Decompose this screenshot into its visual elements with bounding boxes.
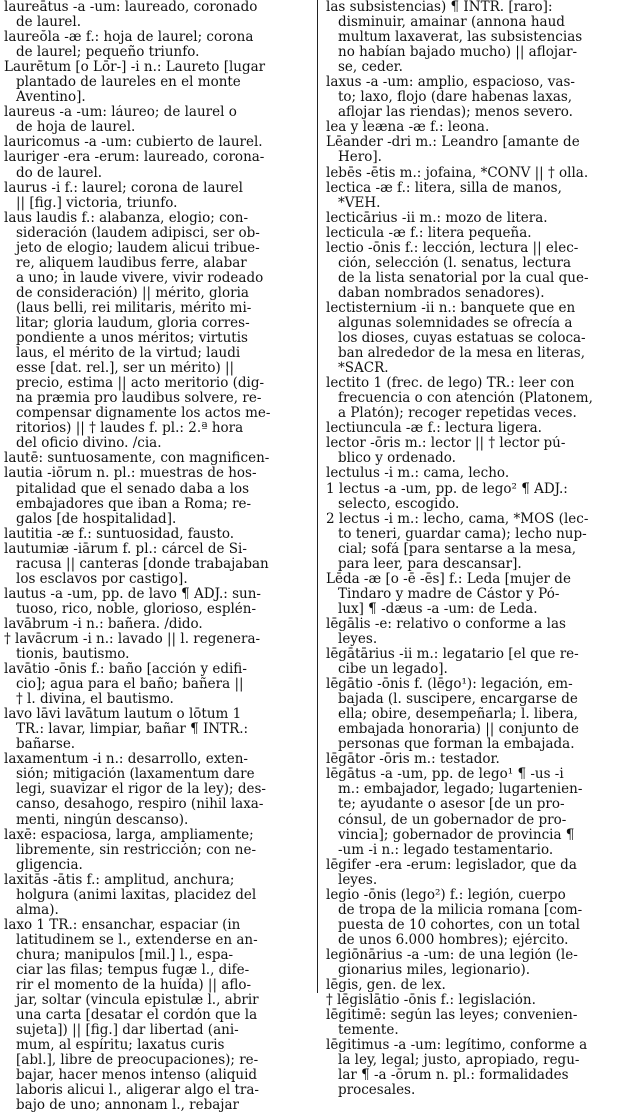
entry-headline: lēgātārius -ii m.: legatario [el que re- bbox=[326, 647, 579, 663]
entry-line: se, ceder. bbox=[338, 60, 403, 76]
entry-line: re, aliquem laudibus ferre, alabar bbox=[16, 255, 247, 271]
entry-line: (laus belli, rei militaris, mérito mi- bbox=[16, 300, 252, 316]
entry-line: rir el momento de la huída) || aflo- bbox=[16, 978, 252, 994]
entry-headline: lēgitimus -a -um: legítimo, conforme a bbox=[326, 1038, 588, 1054]
entry-line: leyes. bbox=[338, 872, 378, 888]
entry-headline: legiōnārius -a -um: de una legión (le- bbox=[326, 947, 578, 963]
dictionary-entry bbox=[4, 587, 312, 617]
entry-line: canso, desahogo, respiro (nihil laxa- bbox=[16, 797, 264, 813]
dictionary-entry bbox=[326, 752, 634, 767]
dictionary-entry bbox=[4, 542, 312, 587]
dictionary-entry bbox=[326, 376, 634, 421]
entry-headline: lauriger -era -erum: laureado, corona- bbox=[4, 150, 265, 166]
entry-line: chura; manipulos [mil.] l., espa- bbox=[16, 947, 234, 963]
entry-line: laus, el mérito de la virtud; laudi bbox=[16, 346, 241, 362]
dictionary-entry bbox=[326, 512, 634, 572]
entry-line: bajar, hacer menos intenso (aliquid bbox=[16, 1068, 258, 1084]
entry-line: blico y ordenado. bbox=[338, 451, 456, 467]
entry-line: Hero]. bbox=[338, 150, 382, 166]
entry-line: cónsul, de un gobernador de pro- bbox=[338, 812, 567, 828]
entry-line: bajo de uno; annonam l., rebajar bbox=[16, 1098, 239, 1113]
entry-line: na præmia pro laudibus solvere, re- bbox=[16, 391, 262, 407]
entry-line: ción, selección (l. senatus, lectura bbox=[338, 255, 572, 271]
entry-headline: laureātus -a -um: laureado, coronado bbox=[4, 0, 258, 15]
entry-headline: lectulus -i m.: cama, lecho. bbox=[326, 466, 510, 482]
dictionary-entry bbox=[326, 0, 634, 75]
dictionary-entry bbox=[326, 436, 634, 466]
entry-line: cio]; agua para el baño; bañera || bbox=[16, 677, 244, 693]
entry-headline: lavo lāvi lavātum lautum o lōtum 1 bbox=[4, 707, 242, 723]
entry-line: jar, soltar (vincula epistulæ l., abrir bbox=[16, 993, 259, 1009]
entry-headline: lectio -ōnis f.: lección, lectura || elec- bbox=[326, 240, 579, 256]
entry-headline: lēgis, gen. de lex. bbox=[326, 978, 446, 994]
entry-line: litar; gloria laudum, gloria corres- bbox=[16, 315, 250, 331]
dictionary-entry bbox=[326, 978, 634, 993]
entry-line: libremente, sin restricción; con ne- bbox=[16, 842, 257, 858]
entry-line: los esclavos por castigo]. bbox=[16, 571, 188, 587]
dictionary-entry bbox=[4, 617, 312, 632]
entry-headline: lecticārius -ii m.: mozo de litera. bbox=[326, 210, 548, 226]
dictionary-entry bbox=[326, 421, 634, 436]
dictionary-entry bbox=[4, 662, 312, 707]
entry-line: to; laxo, flojo (dare habenas laxas, bbox=[338, 90, 573, 106]
entry-line: vincia]; gobernador de provincia ¶ bbox=[338, 827, 575, 843]
entry-line: a uno; in laude vivere, vivir rodeado bbox=[16, 270, 264, 286]
entry-line: embajadores que iban a Roma; re- bbox=[16, 496, 252, 512]
entry-line: *SACR. bbox=[338, 361, 389, 377]
entry-headline: lectisternium -ii n.: banquete que en bbox=[326, 300, 576, 316]
entry-line: no habían bajado mucho) || aflojar- bbox=[338, 45, 578, 61]
entry-line: -um -i n.: legado testamentario. bbox=[338, 842, 554, 858]
entry-line: Aventino]. bbox=[16, 90, 86, 106]
entry-line: aflojar las riendas); menos severo. bbox=[338, 105, 573, 121]
dictionary-entry bbox=[326, 120, 634, 135]
entry-line: de tropa de la milicia romana [com- bbox=[338, 902, 583, 918]
dictionary-entry bbox=[4, 135, 312, 150]
entry-line: ban alrededor de la mesa en literas, bbox=[338, 346, 586, 362]
dictionary-entry bbox=[326, 135, 634, 165]
entry-line: tuoso, rico, noble, glorioso, esplén- bbox=[16, 601, 257, 617]
dictionary-entry bbox=[326, 181, 634, 211]
entry-line: mum, al espíritu; laxatus curis bbox=[16, 1038, 225, 1054]
entry-line: una carta [desatar el cordón que la bbox=[16, 1008, 258, 1024]
entry-line: bañarse. bbox=[16, 737, 76, 753]
entry-line: la ley, legal; justo, apropiado, regu- bbox=[338, 1053, 580, 1069]
dictionary-entry bbox=[4, 60, 312, 105]
dictionary-entry bbox=[4, 466, 312, 526]
entry-line: latitudinem se l., extenderse en an- bbox=[16, 932, 258, 948]
entry-line: de hoja de laurel. bbox=[16, 120, 136, 136]
entry-line: compensar dignamente los actos me- bbox=[16, 406, 271, 422]
dictionary-entry bbox=[326, 617, 634, 647]
entry-line: jeto de elogio; laudem alicui tribue- bbox=[16, 240, 260, 256]
entry-headline: laxitās -ātis f.: amplitud, anchura; bbox=[4, 872, 235, 888]
entry-headline: lautumiæ -iārum f. pl.: cárcel de Si- bbox=[4, 541, 247, 557]
entry-headline: lēgālis -e: relativo o conforme a las bbox=[326, 616, 566, 632]
dictionary-entry bbox=[326, 1038, 634, 1098]
dictionary-entry bbox=[4, 181, 312, 211]
dictionary-entry bbox=[326, 888, 634, 948]
entry-line: de unos 6.000 hombres); ejército. bbox=[338, 932, 569, 948]
entry-line: bajada (l. suscipere, encargarse de bbox=[338, 692, 578, 708]
entry-headline: Lēander -dri m.: Leandro [amante de bbox=[326, 135, 580, 151]
entry-line: te; ayudante o asesor [de un pro- bbox=[338, 797, 565, 813]
entry-line: *VEH. bbox=[338, 195, 381, 211]
entry-headline: lēgifer -era -erum: legislador, que da bbox=[326, 857, 577, 873]
entry-headline: lautus -a -um, pp. de lavo ¶ ADJ.: sun- bbox=[4, 586, 261, 602]
entry-line: TR.: lavar, limpiar, bañar ¶ INTR.: bbox=[16, 722, 249, 738]
right-column bbox=[326, 0, 634, 1098]
entry-headline: lautē: suntuosamente, con magnificen- bbox=[4, 451, 270, 467]
entry-headline: lēgātus -a -um, pp. de lego¹ ¶ -us -i bbox=[326, 767, 564, 783]
entry-line: gionarius miles, legionario). bbox=[338, 963, 531, 978]
dictionary-entry bbox=[326, 1008, 634, 1038]
entry-line: ritorios) || † laudes f. pl.: 2.ª hora bbox=[16, 421, 244, 437]
entry-headline: lecticula -æ f.: litera pequeña. bbox=[326, 225, 532, 241]
entry-line: † l. divina, el bautismo. bbox=[16, 692, 174, 708]
entry-headline: lea y leæna -æ f.: leona. bbox=[326, 120, 490, 136]
dictionary-entry bbox=[326, 301, 634, 376]
entry-headline: laus laudis f.: alabanza, elogio; con- bbox=[4, 210, 249, 226]
dictionary-entry bbox=[326, 948, 634, 978]
entry-line: menti, ningún descanso). bbox=[16, 812, 189, 828]
entry-line: legi, suavizar el rigor de la ley); des- bbox=[16, 782, 266, 798]
dictionary-entry bbox=[4, 632, 312, 662]
entry-line: sideración (laudem adipisci, ser ob- bbox=[16, 225, 260, 241]
entry-line: algunas solemnidades se ofrecía a bbox=[338, 315, 573, 331]
entry-headline: laurus -i f.: laurel; corona de laurel bbox=[4, 180, 243, 196]
entry-line: ciar las filas; tempus fugæ l., dife- bbox=[16, 963, 250, 978]
left-column bbox=[4, 0, 312, 1113]
entry-headline: las subsistencias) ¶ INTR. [raro]: bbox=[326, 0, 553, 15]
entry-line: frecuencia o con atención (Platonem, bbox=[338, 391, 593, 407]
entry-line: alma). bbox=[16, 902, 59, 918]
dictionary-entry bbox=[4, 828, 312, 873]
entry-line: lux] ¶ -dæus -a -um: de Leda. bbox=[338, 601, 538, 617]
dictionary-entry bbox=[326, 241, 634, 301]
dictionary-entry bbox=[4, 707, 312, 752]
entry-line: los dioses, cuyas estatuas se coloca- bbox=[338, 331, 586, 347]
entry-line: || [fig.] victoria, triunfo. bbox=[16, 195, 178, 211]
dictionary-entry bbox=[4, 30, 312, 60]
entry-line: de laurel; pequeño triunfo. bbox=[16, 45, 200, 61]
dictionary-entry bbox=[326, 858, 634, 888]
entry-line: multum laxaverat, las subsistencias bbox=[338, 30, 583, 46]
dictionary-entry bbox=[4, 752, 312, 827]
entry-line: esse [dat. rel.], ser un mérito) || bbox=[16, 361, 235, 377]
entry-headline: lēgātor -ōris m.: testador. bbox=[326, 752, 500, 768]
entry-line: pitalidad que el senado daba a los bbox=[16, 481, 250, 497]
dictionary-entry bbox=[326, 767, 634, 857]
entry-line: [abl.], libre de preocupaciones); re- bbox=[16, 1053, 259, 1069]
entry-line: pondiente a unos méritos; virtutis bbox=[16, 331, 248, 347]
entry-line: daban nombrados senadores). bbox=[338, 285, 545, 301]
entry-line: ella; obire, desempeñarla; l. libera, bbox=[338, 707, 578, 723]
dictionary-entry bbox=[4, 451, 312, 466]
entry-headline: lector -ōris m.: lector || † lector pú- bbox=[326, 436, 566, 452]
entry-headline: laxē: espaciosa, larga, ampliamente; bbox=[4, 827, 254, 843]
dictionary-entry bbox=[4, 918, 312, 1113]
entry-headline: † lēgislātio -ōnis f.: legislación. bbox=[326, 993, 536, 1009]
entry-line: selecto, escogido. bbox=[338, 496, 460, 512]
entry-line: disminuir, amainar (annona haud bbox=[338, 15, 565, 31]
entry-headline: lautia -iōrum n. pl.: muestras de hos- bbox=[4, 466, 257, 482]
entry-headline: lectiuncula -æ f.: lectura ligera. bbox=[326, 421, 542, 437]
column-divider bbox=[317, 0, 318, 993]
dictionary-entry bbox=[4, 211, 312, 452]
dictionary-entry bbox=[4, 150, 312, 180]
entry-headline: † lavācrum -i n.: lavado || l. regenera- bbox=[4, 631, 261, 647]
entry-headline: laureŏla -æ f.: hoja de laurel; corona bbox=[4, 30, 254, 46]
dictionary-entry bbox=[326, 166, 634, 181]
entry-line: sión; mitigación (laxamentum dare bbox=[16, 767, 255, 783]
entry-line: cibe un legado]. bbox=[338, 662, 448, 678]
entry-headline: laxus -a -um: amplio, espacioso, vas- bbox=[326, 75, 575, 91]
dictionary-entry bbox=[326, 211, 634, 226]
entry-line: do de laurel. bbox=[16, 165, 103, 181]
entry-line: para leer, para descansar]. bbox=[338, 556, 522, 572]
entry-headline: 2 lectus -i m.: lecho, cama, *MOS (lec- bbox=[326, 511, 589, 527]
entry-line: a Platón); recoger repetidas veces. bbox=[338, 406, 577, 422]
entry-headline: Laurētum [o Lōr-] -i n.: Laureto [lugar bbox=[4, 60, 266, 76]
dictionary-entry bbox=[4, 0, 312, 30]
entry-headline: lectica -æ f.: litera, silla de manos, bbox=[326, 180, 562, 196]
dictionary-entry bbox=[326, 993, 634, 1008]
dictionary-entry bbox=[4, 105, 312, 135]
entry-line: tionis, bautismo. bbox=[16, 647, 130, 663]
entry-line: de la lista senatorial por la cual que- bbox=[338, 270, 589, 286]
entry-line: plantado de laureles en el monte bbox=[16, 75, 241, 91]
entry-headline: lauricomus -a -um: cubierto de laurel. bbox=[4, 135, 263, 151]
entry-line: m.: embajador, legado; lugartenien- bbox=[338, 782, 583, 798]
entry-line: personas que forman la embajada. bbox=[338, 737, 575, 753]
entry-line: embajada honoraria) || conjunto de bbox=[338, 722, 580, 738]
entry-line: procesales. bbox=[338, 1083, 416, 1099]
entry-headline: laxo 1 TR.: ensanchar, espaciar (in bbox=[4, 917, 241, 933]
dictionary-entry bbox=[326, 647, 634, 677]
entry-line: Tindaro y madre de Cástor y Pó- bbox=[338, 586, 560, 602]
entry-line: cial; sofá [para sentarse a la mesa, bbox=[338, 541, 577, 557]
entry-line: puesta de 10 cohortes, con un total bbox=[338, 917, 580, 933]
entry-headline: legio -ōnis (lego²) f.: legión, cuerpo bbox=[326, 887, 566, 903]
dictionary-entry bbox=[4, 873, 312, 918]
entry-headline: 1 lectus -a -um, pp. de lego² ¶ ADJ.: bbox=[326, 481, 568, 497]
entry-line: precio, estima || acto meritorio (dig- bbox=[16, 376, 265, 392]
entry-line: de consideración) || mérito, gloria bbox=[16, 285, 249, 301]
entry-headline: Lēda -æ [o -ē -ēs] f.: Leda [mujer de bbox=[326, 571, 571, 587]
entry-headline: laureus -a -um: láureo; de laurel o bbox=[4, 105, 237, 121]
entry-headline: lēgitimē: según las leyes; convenien- bbox=[326, 1008, 578, 1024]
entry-line: del oficio divino. /cia. bbox=[16, 436, 162, 452]
entry-headline: lautitia -æ f.: suntuosidad, fausto. bbox=[4, 526, 235, 542]
entry-line: to teneri, guardar cama); lecho nup- bbox=[338, 526, 587, 542]
entry-headline: lavātio -ōnis f.: baño [acción y edifi- bbox=[4, 662, 247, 678]
entry-line: lar ¶ -a -ōrum n. pl.: formalidades bbox=[338, 1068, 569, 1084]
entry-line: temente. bbox=[338, 1023, 399, 1039]
entry-line: gligencia. bbox=[16, 857, 83, 873]
entry-line: holgura (animi laxitas, placidez del bbox=[16, 887, 257, 903]
entry-headline: laxamentum -i n.: desarrollo, exten- bbox=[4, 752, 248, 768]
dictionary-entry bbox=[4, 527, 312, 542]
entry-line: leyes. bbox=[338, 631, 378, 647]
dictionary-entry bbox=[326, 677, 634, 752]
dictionary-entry bbox=[326, 466, 634, 481]
entry-line: racusa || canteras [donde trabajaban bbox=[16, 556, 269, 572]
dictionary-entry bbox=[326, 572, 634, 617]
entry-line: galos [de hospitalidad]. bbox=[16, 511, 177, 527]
entry-line: sujeta]) || [fig.] dar libertad (ani- bbox=[16, 1023, 239, 1039]
dictionary-entry bbox=[326, 226, 634, 241]
entry-headline: lēgātio -ōnis f. (lēgo¹): legación, em- bbox=[326, 677, 573, 693]
entry-line: de laurel. bbox=[16, 15, 82, 31]
entry-headline: lebēs -ētis m.: jofaina, *CONV || † olla. bbox=[326, 165, 589, 181]
entry-line: laboris alicui l., aligerar algo el tra- bbox=[16, 1083, 259, 1099]
entry-headline: lavābrum -i n.: bañera. /dido. bbox=[4, 616, 203, 632]
dictionary-entry bbox=[326, 482, 634, 512]
entry-headline: lectito 1 (frec. de lego) TR.: leer con bbox=[326, 376, 575, 392]
dictionary-entry bbox=[326, 75, 634, 120]
